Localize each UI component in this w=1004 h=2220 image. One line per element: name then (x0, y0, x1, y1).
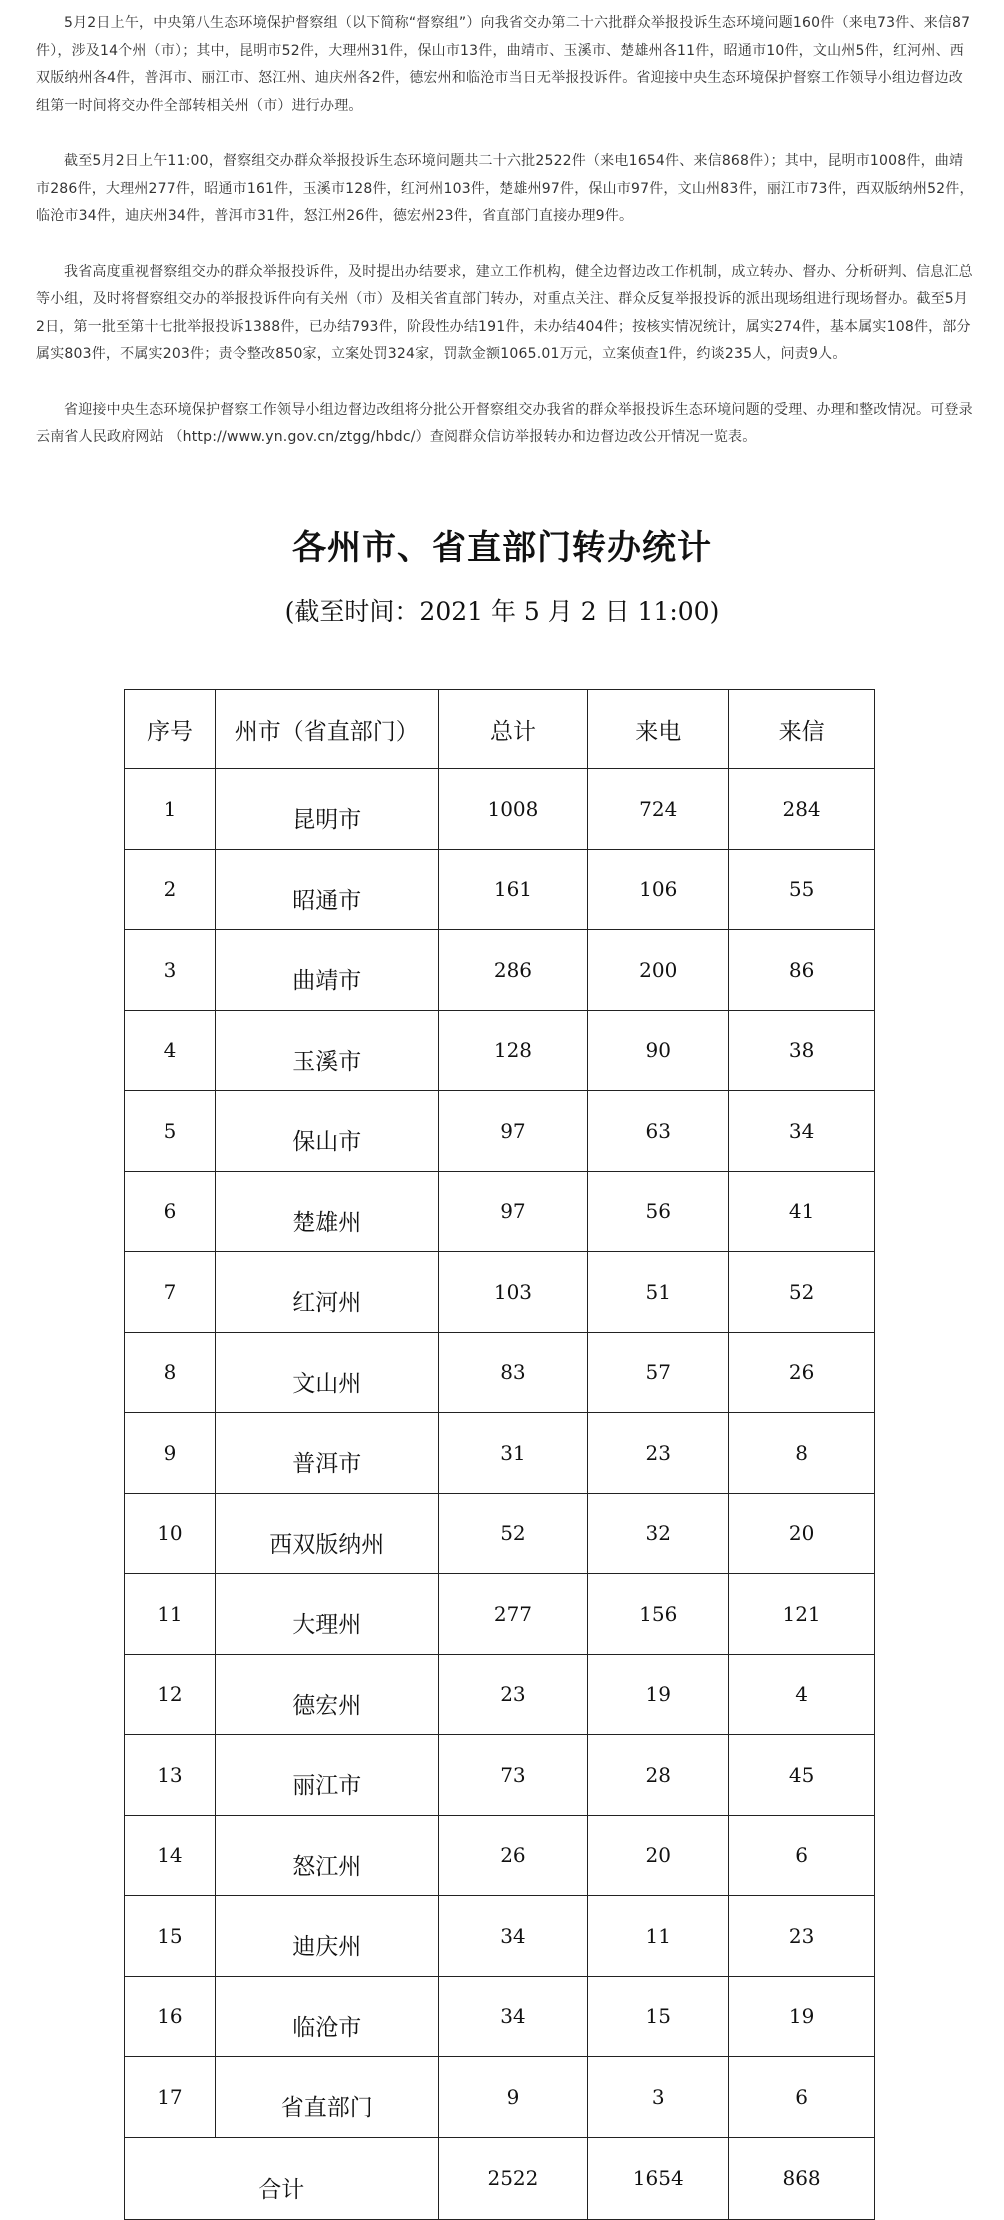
row-phone: 90 (588, 1010, 729, 1091)
row-letter: 20 (729, 1493, 875, 1574)
table-row (125, 2057, 875, 2138)
header-region: 州市（省直部门） (215, 690, 438, 769)
row-phone: 3 (588, 2057, 729, 2138)
row-letter: 38 (729, 1010, 875, 1091)
row-letter: 45 (729, 1735, 875, 1816)
row-total: 1008 (438, 769, 588, 850)
table-row (125, 1171, 875, 1252)
row-index: 1 (125, 769, 216, 850)
statistics-table (124, 689, 875, 2220)
row-total: 73 (438, 1735, 588, 1816)
row-index: 17 (125, 2057, 216, 2138)
row-letter: 86 (729, 930, 875, 1011)
table-row (125, 1493, 875, 1574)
table-row (125, 1252, 875, 1333)
row-index: 10 (125, 1493, 216, 1574)
row-index: 7 (125, 1252, 216, 1333)
row-total: 161 (438, 849, 588, 930)
row-phone: 28 (588, 1735, 729, 1816)
row-region: 文山州 (215, 1332, 438, 1413)
row-phone: 32 (588, 1493, 729, 1574)
row-phone: 15 (588, 1976, 729, 2057)
row-region: 临沧市 (215, 1976, 438, 2057)
row-total: 34 (438, 1896, 588, 1977)
row-region: 怒江州 (215, 1815, 438, 1896)
row-total: 277 (438, 1574, 588, 1655)
row-total: 128 (438, 1010, 588, 1091)
row-region: 昆明市 (215, 769, 438, 850)
row-letter: 284 (729, 769, 875, 850)
row-total: 286 (438, 930, 588, 1011)
paragraph-3: 我省高度重视督察组交办的群众举报投诉件，及时提出办结要求，建立工作机构，健全边督边改工作机制，成立转办、督办、分析研判、信息汇总等小组，及时将督察组交办的举报投诉件向有关州（市）及相关省直部门转办，对重点关注、群众反复举报投诉的派出现场组进行现场督办。截至5月2日，第一批至第十七批举报投诉1388件，已办结793件，阶段性办结191件，未办结404件；按核实情况统计，属实274件，基本属实108件，部分属实803件，不属实203件；责令整改850家，立案处罚324家，罚款金额1065.01万元，立案侦查1件，约谈235人，问责9人。 (36, 263, 973, 362)
row-letter: 19 (729, 1976, 875, 2057)
row-index: 9 (125, 1413, 216, 1494)
table-row (125, 1815, 875, 1896)
table-row (125, 1413, 875, 1494)
table-row (125, 1010, 875, 1091)
row-phone: 19 (588, 1654, 729, 1735)
table-total-row (125, 2137, 875, 2219)
row-phone: 200 (588, 930, 729, 1011)
row-region: 普洱市 (215, 1413, 438, 1494)
header-total: 总计 (438, 690, 588, 769)
row-letter: 52 (729, 1252, 875, 1333)
row-region: 昭通市 (215, 849, 438, 930)
row-total: 9 (438, 2057, 588, 2138)
row-letter: 8 (729, 1413, 875, 1494)
row-total: 97 (438, 1091, 588, 1172)
paragraph-4: 省迎接中央生态环境保护督察工作领导小组边督边改组将分批公开督察组交办我省的群众举报投诉生态环境问题的受理、办理和整改情况。可登录云南省人民政府网站 （http://www.yn.gov.cn/ztgg/hbdc/）查阅群众信访举报转办和边督边改公开情况一览表。 (36, 401, 973, 445)
total-sum: 2522 (438, 2137, 588, 2219)
row-phone: 51 (588, 1252, 729, 1333)
row-region: 楚雄州 (215, 1171, 438, 1252)
row-phone: 724 (588, 769, 729, 850)
row-letter: 26 (729, 1332, 875, 1413)
row-phone: 156 (588, 1574, 729, 1655)
row-total: 34 (438, 1976, 588, 2057)
header-phone: 来电 (588, 690, 729, 769)
row-letter: 41 (729, 1171, 875, 1252)
row-region: 德宏州 (215, 1654, 438, 1735)
row-total: 23 (438, 1654, 588, 1735)
paragraph-1: 5月2日上午，中央第八生态环境保护督察组（以下简称“督察组”）向我省交办第二十六批群众举报投诉生态环境问题160件（来电73件、来信87件），涉及14个州（市）；其中，昆明市52件，大理州31件，保山市13件，曲靖市、玉溪市、楚雄州各11件，昭通市10件，文山州5件，红河州、西双版纳州各4件，普洱市、丽江市、怒江州、迪庆州各2件，德宏州和临沧市当日无举报投诉件。省迎接中央生态环境保护督察工作领导小组边督边改组第一时间将交办件全部转相关州（市）进行办理。 (36, 15, 971, 114)
row-total: 26 (438, 1815, 588, 1896)
row-index: 2 (125, 849, 216, 930)
table-row (125, 1574, 875, 1655)
table-row (125, 1332, 875, 1413)
row-total: 103 (438, 1252, 588, 1333)
row-letter: 6 (729, 1815, 875, 1896)
row-total: 97 (438, 1171, 588, 1252)
row-index: 16 (125, 1976, 216, 2057)
row-phone: 56 (588, 1171, 729, 1252)
table-row (125, 1654, 875, 1735)
table-subtitle: (截至时间：2021 年 5 月 2 日 11:00) (284, 597, 720, 626)
row-index: 12 (125, 1654, 216, 1735)
row-region: 丽江市 (215, 1735, 438, 1816)
row-index: 6 (125, 1171, 216, 1252)
total-label: 合计 (125, 2137, 439, 2219)
table-row (125, 930, 875, 1011)
row-phone: 63 (588, 1091, 729, 1172)
row-index: 15 (125, 1896, 216, 1977)
row-region: 省直部门 (215, 2057, 438, 2138)
table-row (125, 1896, 875, 1977)
row-phone: 11 (588, 1896, 729, 1977)
header-index: 序号 (125, 690, 216, 769)
row-total: 31 (438, 1413, 588, 1494)
total-letter: 868 (729, 2137, 875, 2219)
row-region: 保山市 (215, 1091, 438, 1172)
table-row (125, 1976, 875, 2057)
row-region: 红河州 (215, 1252, 438, 1333)
row-letter: 4 (729, 1654, 875, 1735)
row-region: 玉溪市 (215, 1010, 438, 1091)
row-phone: 23 (588, 1413, 729, 1494)
header-letter: 来信 (729, 690, 875, 769)
row-phone: 20 (588, 1815, 729, 1896)
row-letter: 6 (729, 2057, 875, 2138)
row-phone: 57 (588, 1332, 729, 1413)
row-letter: 23 (729, 1896, 875, 1977)
table-header-row (125, 690, 875, 769)
table-row (125, 849, 875, 930)
row-index: 4 (125, 1010, 216, 1091)
row-index: 14 (125, 1815, 216, 1896)
row-total: 83 (438, 1332, 588, 1413)
row-index: 5 (125, 1091, 216, 1172)
row-region: 迪庆州 (215, 1896, 438, 1977)
table-row (125, 1735, 875, 1816)
article-body (36, 10, 976, 480)
row-phone: 106 (588, 849, 729, 930)
total-phone: 1654 (588, 2137, 729, 2219)
row-region: 曲靖市 (215, 930, 438, 1011)
table-row (125, 769, 875, 850)
row-region: 大理州 (215, 1574, 438, 1655)
row-index: 3 (125, 930, 216, 1011)
row-letter: 55 (729, 849, 875, 930)
row-index: 13 (125, 1735, 216, 1816)
row-index: 11 (125, 1574, 216, 1655)
paragraph-2: 截至5月2日上午11:00，督察组交办群众举报投诉生态环境问题共二十六批2522件（来电1654件、来信868件）；其中，昆明市1008件，曲靖市286件，大理州277件，昭通市161件，玉溪市128件，红河州103件，楚雄州97件，保山市97件，文山州83件，丽江市73件，西双版纳州52件，临沧市34件，迪庆州34件，普洱市31件，怒江州26件，德宏州23件，省直部门直接办理9件。 (36, 153, 974, 224)
row-letter: 121 (729, 1574, 875, 1655)
row-total: 52 (438, 1493, 588, 1574)
row-letter: 34 (729, 1091, 875, 1172)
table-row (125, 1091, 875, 1172)
row-index: 8 (125, 1332, 216, 1413)
row-region: 西双版纳州 (215, 1493, 438, 1574)
table-title: 各州市、省直部门转办统计 (292, 528, 712, 568)
